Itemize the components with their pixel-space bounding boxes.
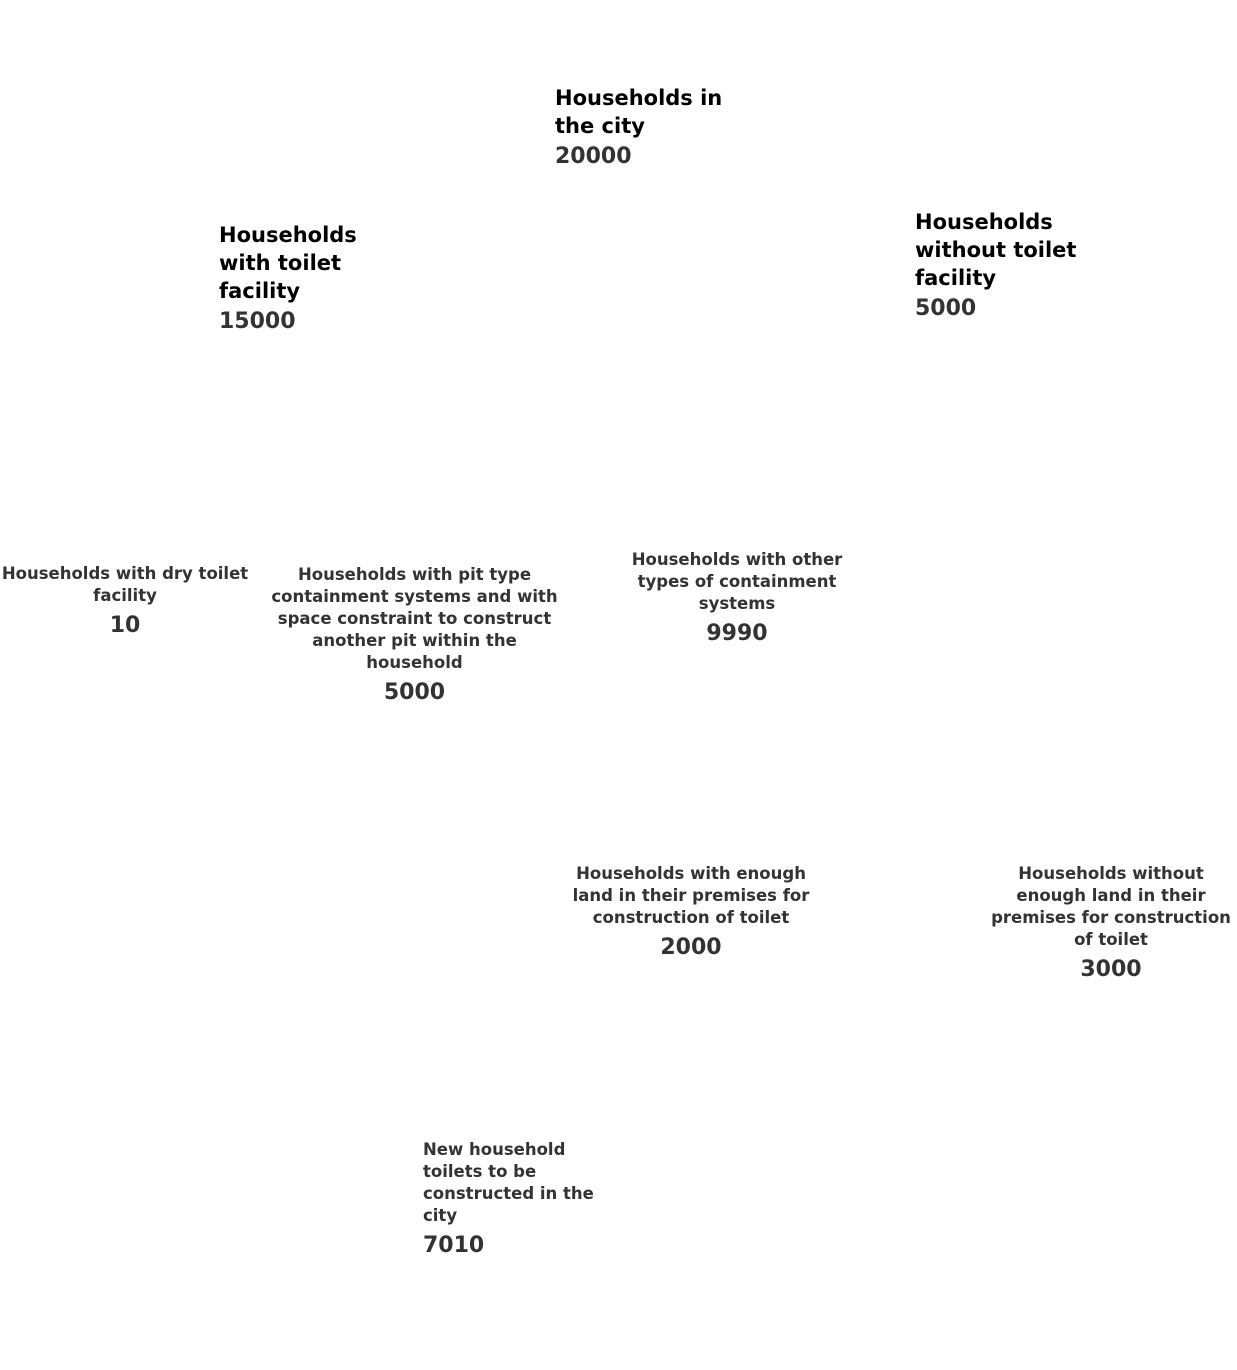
node-label: Households with enough land in their premises for construction of toilet: [572, 864, 810, 927]
node-value: 20000: [555, 144, 632, 169]
node-value: 5000: [383, 680, 446, 705]
node-not-enough-land-clip: [985, 863, 1231, 1003]
node-value: 15000: [219, 309, 296, 334]
node-not-enough-land: [985, 863, 1237, 985]
node-value: 9990: [706, 621, 768, 646]
node-value: 7010: [423, 1233, 485, 1258]
node-households-with-toilet: [219, 221, 369, 337]
node-value: 2000: [660, 935, 722, 960]
node-label: Households with pit type containment systems and with space constraint to construct another pit within the household: [271, 565, 558, 672]
node-enough-land: [570, 863, 812, 963]
node-pit-space-constraint: [262, 564, 567, 708]
node-label: Households with toilet facility: [219, 223, 357, 303]
node-label: Households with other types of containment systems: [631, 550, 843, 613]
node-value: 5000: [915, 296, 977, 321]
node-other-containment: [627, 549, 847, 649]
node-dry-toilet: [0, 563, 250, 641]
node-label: Households without toilet facility: [915, 210, 1077, 290]
node-label: New household toilets to be constructed in the city: [423, 1140, 594, 1225]
node-label: Households in the city: [555, 86, 723, 138]
node-value: 10: [109, 613, 141, 638]
node-households-without-toilet: [915, 208, 1085, 324]
node-label: Households with dry toilet facility: [1, 564, 249, 605]
node-households-in-city: [555, 84, 740, 172]
node-label: Households without enough land in their premises for construction of toilet: [991, 864, 1231, 949]
node-new-toilets: [423, 1139, 603, 1261]
node-value: 3000: [1080, 957, 1142, 982]
